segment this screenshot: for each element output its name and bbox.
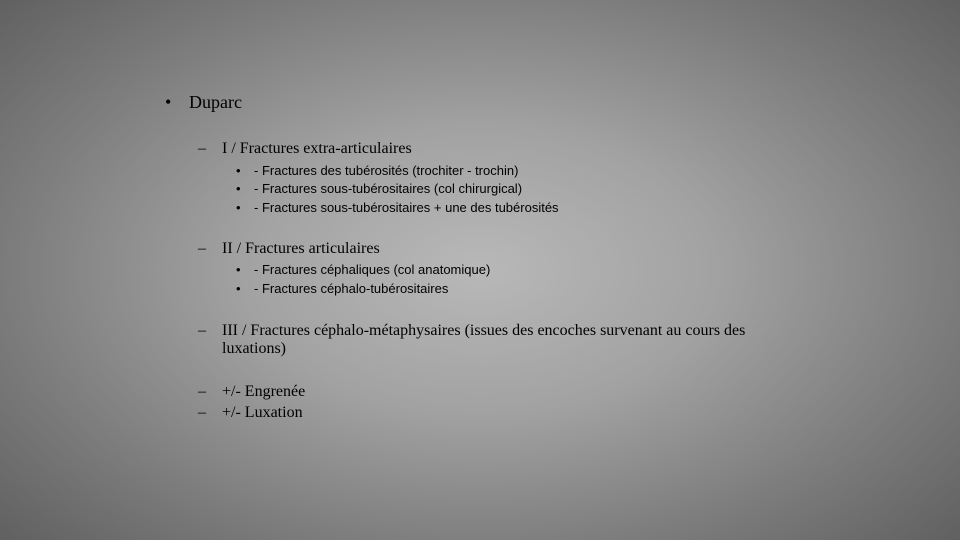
dash-marker: – <box>198 383 206 400</box>
dash-marker: – <box>198 322 206 339</box>
dash-marker: – <box>198 240 206 257</box>
extra-item-text: +/- Engrenée <box>222 383 306 400</box>
list-item-text: - Fractures céphalo-tubérositaires <box>254 281 449 296</box>
list-item-text: - Fractures céphaliques (col anatomique) <box>254 262 491 277</box>
section-heading-text: III / Fractures céphalo-métaphysaires (issues des encoches survenant au cours des luxations) <box>222 322 746 357</box>
sub-bullet: • <box>236 200 241 215</box>
section-heading-text: I / Fractures extra-articulaires <box>222 140 412 157</box>
sub-bullet: • <box>236 163 241 178</box>
section-heading-text: II / Fractures articulaires <box>222 240 380 257</box>
dash-marker: – <box>198 140 206 157</box>
list-item-text: - Fractures sous-tubérositaires (col chirurgical) <box>254 181 523 196</box>
dash-marker: – <box>198 404 206 421</box>
title-bullet: • <box>165 92 172 112</box>
list-item-text: - Fractures sous-tubérositaires + une des tubérosités <box>254 200 559 215</box>
sub-bullet: • <box>236 281 241 296</box>
extra-item-text: +/- Luxation <box>222 404 303 421</box>
sub-bullet: • <box>236 181 241 196</box>
sub-bullet: • <box>236 262 241 277</box>
title-text: Duparc <box>189 92 242 112</box>
list-item-text: - Fractures des tubérosités (trochiter - trochin) <box>254 163 519 178</box>
